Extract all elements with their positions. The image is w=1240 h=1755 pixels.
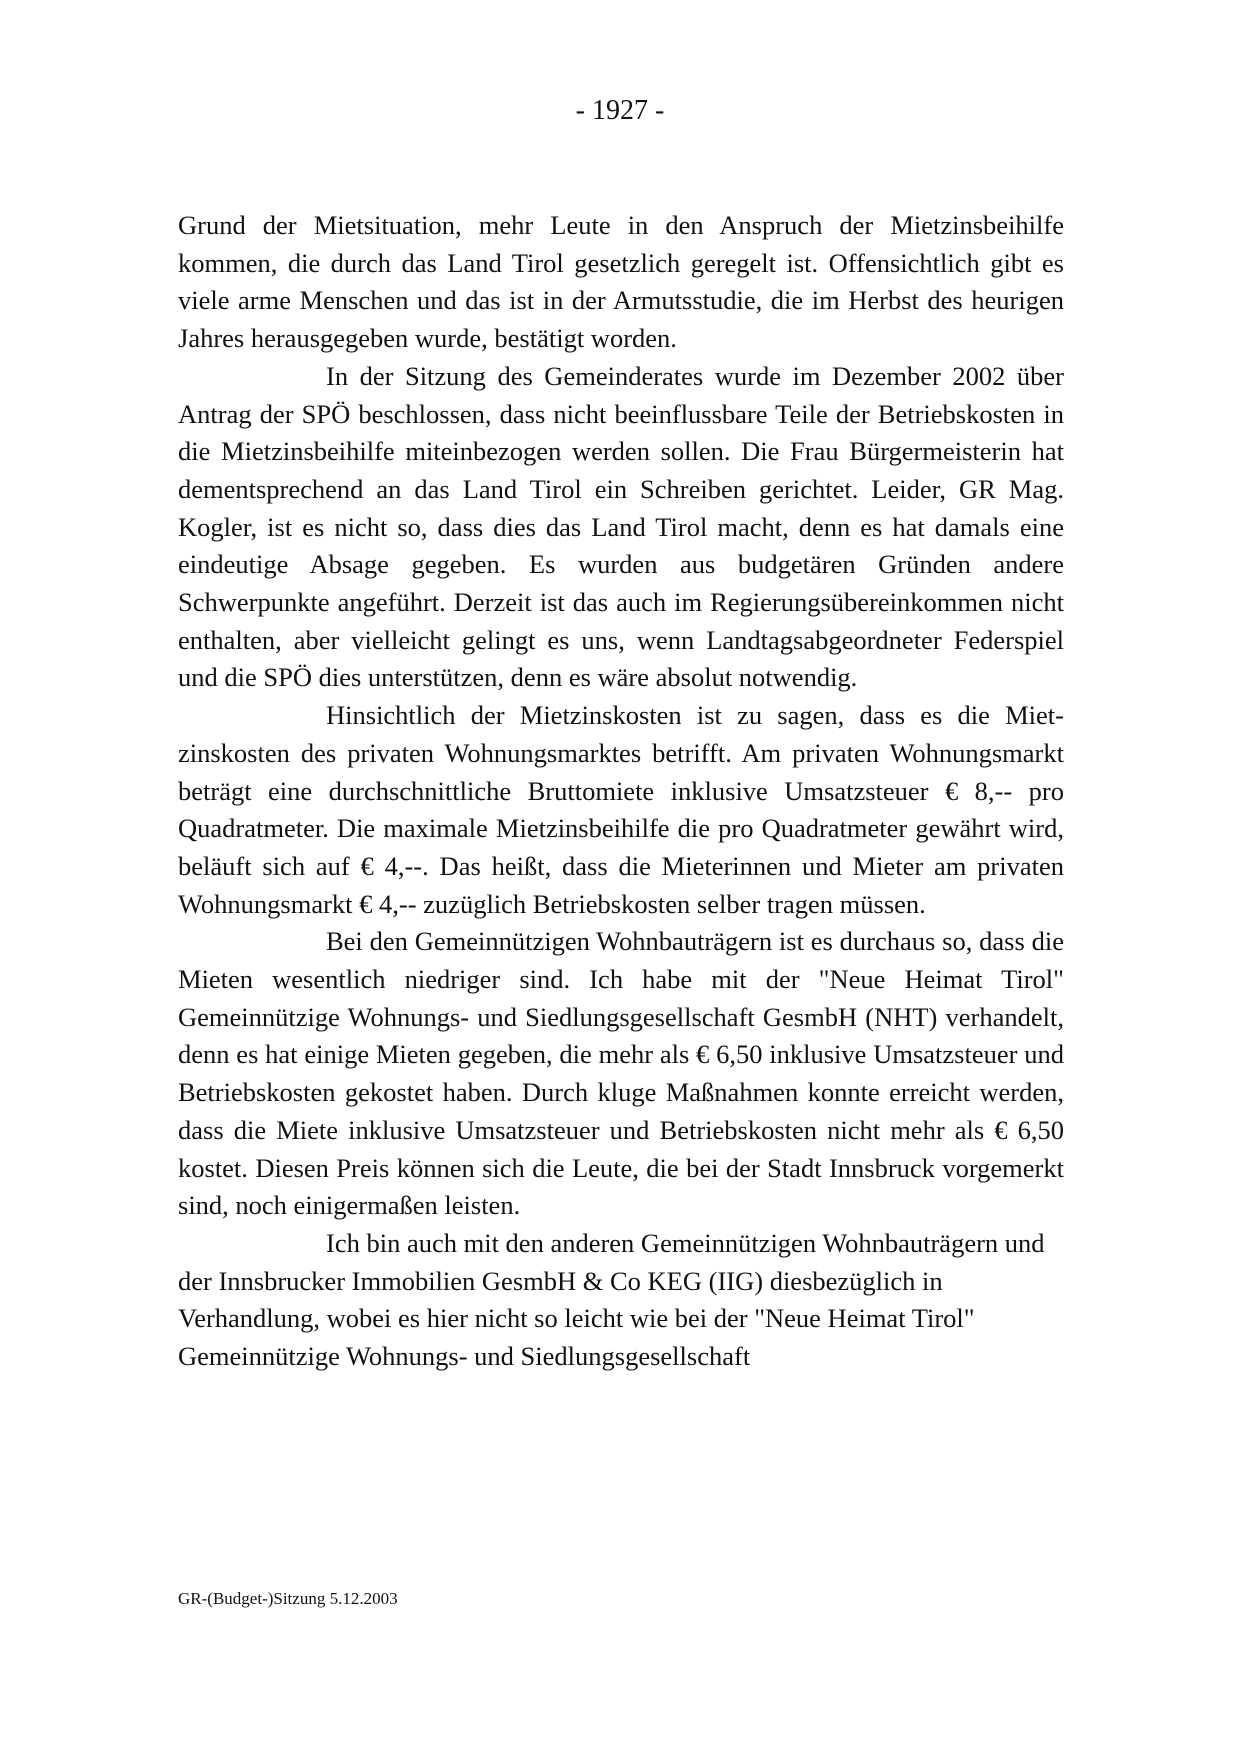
page-number: - 1927 - <box>575 95 665 126</box>
paragraph-continuation: Grund der Mietsituation, mehr Leute in den Anspruch der Mietzinsbeihilfe kommen, die durch das Land Tirol gesetzlich geregelt ist. Offensichtlich gibt es viele arme Menschen und das ist in der Armutsstudie, die im Herbst des heurigen Jahres herausgegeben wurde, bestätigt worden. <box>178 210 1064 354</box>
paragraph: In der Sitzung des Gemeinderates wurde im Dezember 2002 über Antrag der SPÖ beschlossen, dass nicht beeinflussbare Teile der Betriebskosten in die Mietzinsbeihilfe miteinbezogen werden sollen. Die Frau Bürgermeisterin hat dementsprechend an das Land Tirol ein Schreiben gerichtet. Leider, GR Mag. Kogler, ist es nicht so, dass dies das Land Tirol macht, denn es hat damals eine eindeutige Absage gegeben. Es wurden aus budgetären Gründen andere Schwerpunkte angeführt. Derzeit ist das auch im Regierungsübereinkommen nicht enthalten, aber vielleicht gelingt es uns, wenn Landtagsabgeordneter Federspiel und die SPÖ dies unterstützen, denn es wäre absolut notwendig. <box>178 360 1064 693</box>
paragraph: Hinsichtlich der Mietzinskosten ist zu sagen, dass es die Mietzinskosten des privaten Wohnungsmarktes betrifft. Am privaten Wohnungsmarkt beträgt eine durchschnittliche Bruttomiete inklusive Umsatzsteuer € 8,-- pro Quadratmeter. Die maximale Mietzinsbeihilfe die pro Quadratmeter gewährt wird, beläuft sich auf € 4,--. Das heißt, dass die Mieterinnen und Mieter am privaten Wohnungsmarkt € 4,-- zuzüglich Betriebskosten selber tragen müssen. <box>178 700 1064 919</box>
footer-session-label: GR-(Budget-)Sitzung 5.12.2003 <box>178 1589 398 1608</box>
document-body <box>178 207 1064 1376</box>
paragraph: Bei den Gemeinnützigen Wohnbauträgern ist es durchaus so, dass die Mieten wesentlich niedriger sind. Ich habe mit der "Neue Heimat Tirol" Gemeinnützige Wohnungs- und Siedlungsgesellschaft GesmbH (NHT) verhandelt, denn es hat einige Mieten gegeben, die mehr als € 6,50 inklusive Umsatzsteuer und Betriebskosten gekostet haben. Durch kluge Maßnahmen konnte erreicht werden, dass die Miete inklusive Umsatzsteuer und Betriebskosten nicht mehr als € 6,50 kostet. Diesen Preis können sich die Leute, die bei der Stadt Innsbruck vorgemerkt sind, noch einigermaßen leisten. <box>178 926 1064 1221</box>
paragraph: Ich bin auch mit den anderen Gemeinnützigen Wohnbauträgern und der Innsbrucker Immobilien GesmbH & Co KEG (IIG) diesbezüglich in Verhandlung, wobei es hier nicht so leicht wie bei der "Neue Heimat Tirol" Gemeinnützige Wohnungs- und Siedlungsgesellschaft <box>178 1227 1045 1372</box>
